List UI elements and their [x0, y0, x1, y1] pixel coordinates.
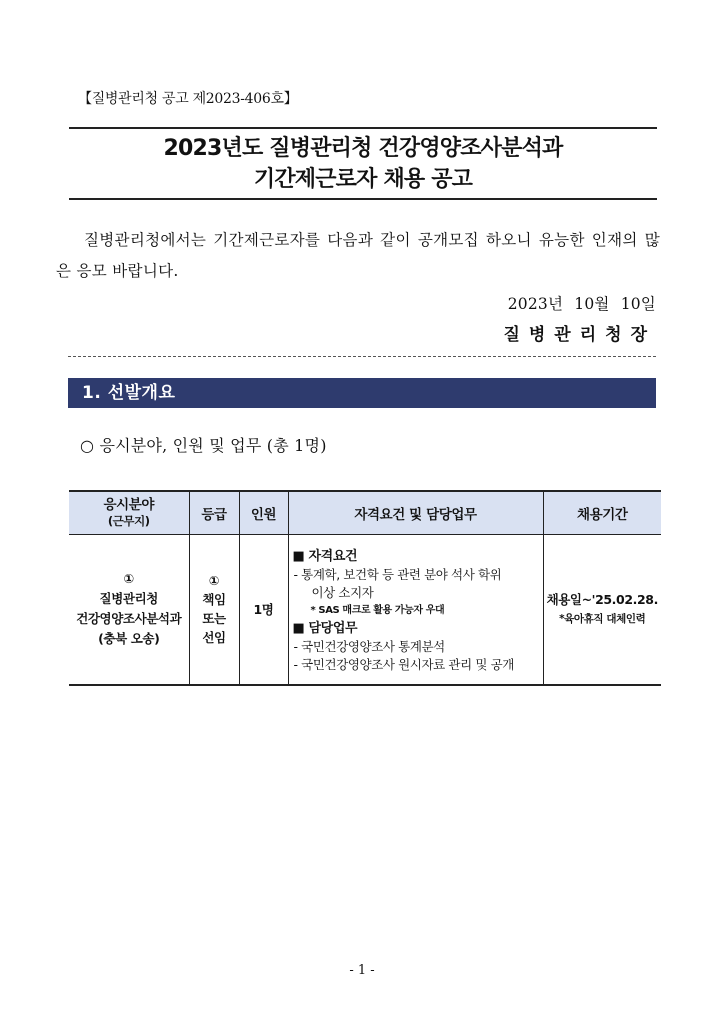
section-bullet: ○ 응시분야, 인원 및 업무 (총 1명): [80, 436, 327, 455]
grade-number: ①: [208, 573, 220, 589]
header-duties: 자격요건 및 담당업무: [288, 491, 543, 535]
cell-duties: [288, 535, 543, 685]
header-field-label: 응시분야: [103, 497, 155, 513]
header-count: 인원: [239, 491, 288, 535]
header-field-sub: (근무지): [107, 514, 150, 528]
qualification-heading: ■ 자격요건: [292, 548, 358, 564]
field-org: 질병관리청: [99, 591, 158, 607]
section-heading-1: 1. 선발개요: [68, 378, 656, 408]
page-number: - 1 -: [349, 963, 375, 978]
period-note: *육아휴직 대체인력: [559, 613, 646, 626]
duty-item-2: - 국민건강영양조사 원시자료 관리 및 공개: [293, 656, 514, 672]
title-line-2: 기간제근로자 채용 공고: [253, 167, 473, 192]
period-main: 채용일~'25.02.28.: [546, 592, 658, 608]
grade-line-3: 선임: [202, 630, 226, 646]
issuer: 질병관리청장: [503, 325, 656, 345]
header-field: [69, 491, 189, 535]
notice-number: 【질병관리청 공고 제2023-406호】: [78, 91, 298, 107]
title-block: [69, 127, 657, 200]
notice-date: 2023년 10월 10일: [507, 295, 656, 313]
intro-paragraph: 질병관리청에서는 기간제근로자를 다음과 같이 공개모집 하오니 유능한 인재의 많은 응모 바랍니다.: [56, 231, 660, 280]
title-line-1: 2023년도 질병관리청 건강영양조사분석과: [163, 136, 563, 161]
header-period: 채용기간: [543, 491, 661, 535]
cell-field: [69, 535, 189, 685]
field-number: ①: [123, 571, 134, 587]
cell-period: [543, 535, 661, 685]
table-header-row: [69, 491, 661, 535]
cell-count: 1명: [239, 535, 288, 685]
divider: [68, 356, 656, 357]
grade-line-1: 책임: [202, 592, 226, 608]
grade-line-2: 또는: [202, 611, 226, 627]
field-dept: 건강영양조사분석과: [76, 611, 182, 627]
qualification-note: * SAS 매크로 활용 가능자 우대: [310, 604, 445, 616]
qualification-item-cont: 이상 소지자: [311, 584, 374, 600]
recruitment-table: [69, 490, 661, 686]
cell-grade: [189, 535, 239, 685]
field-location: (충북 오송): [98, 631, 160, 647]
duty-item-1: - 국민건강영양조사 통계분석: [293, 638, 445, 654]
table-row: [69, 535, 661, 685]
header-grade: 등급: [189, 491, 239, 535]
duty-heading: ■ 담당업무: [292, 620, 358, 636]
qualification-item: - 통계학, 보건학 등 관련 분야 석사 학위: [293, 566, 502, 582]
